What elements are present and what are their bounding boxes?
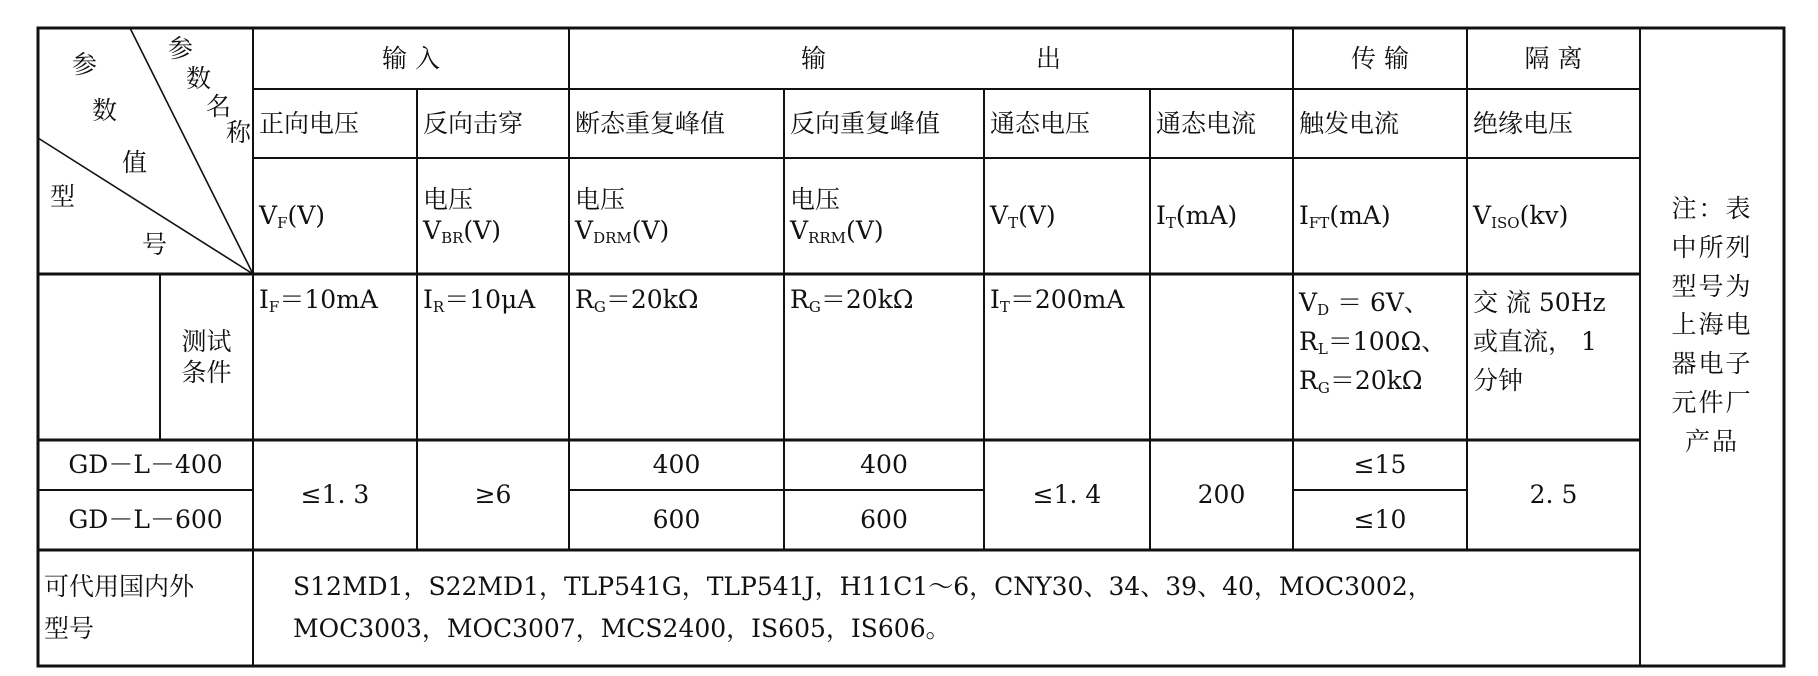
- note-column: [1640, 190, 1784, 550]
- test-viso-line3: 分钟: [1473, 365, 1524, 395]
- test-label-line1: 测试: [181, 326, 232, 356]
- group-output: [569, 28, 1293, 89]
- corner-model-1: 型: [50, 182, 76, 211]
- model-gd-l-600: GD－L－600: [68, 505, 223, 535]
- param-name-vt: 通态电压: [990, 108, 1091, 138]
- group-output-left: 输: [800, 43, 826, 73]
- test-viso: [1467, 274, 1640, 440]
- alternatives-label: [38, 550, 253, 666]
- test-vf: $I_F=10mA$: [259, 285, 378, 316]
- note-line3: 型号为: [1671, 271, 1753, 301]
- group-input: 输 入: [382, 43, 440, 73]
- param-name-ift: 触发电流: [1299, 108, 1400, 138]
- note-line7: 产品: [1684, 426, 1739, 456]
- test-viso-line1: 交 流 50Hz: [1473, 288, 1606, 317]
- group-transfer: 传 输: [1351, 43, 1409, 73]
- test-conditions-label: [160, 274, 253, 440]
- note-line1: 注：表: [1671, 194, 1753, 223]
- test-ift: $V_D = 6V$、 $R_L=100\Omega$、 $R_G=20k\Omega$: [1299, 288, 1447, 397]
- param-name-vf: 正向电压: [259, 108, 360, 138]
- value-ift-600: ≤10: [1353, 505, 1407, 535]
- value-vdrm-400: 400: [652, 450, 701, 480]
- symbol-vf: $V_F(V)$: [259, 200, 326, 232]
- corner-param-name-2: 数: [186, 64, 212, 93]
- test-viso-line2: 或直流， 1: [1473, 326, 1597, 356]
- value-vdrm-600: 600: [652, 505, 701, 535]
- corner-param-value-3: 值: [122, 148, 148, 177]
- symbol-ift: $I_{FT}(mA)$: [1299, 200, 1391, 232]
- test-vt: $I_T=200mA$: [990, 285, 1125, 316]
- value-vrrm-400: 400: [860, 450, 908, 480]
- corner-model-2: 号: [142, 230, 168, 259]
- value-vt: ≤1. 4: [1032, 480, 1102, 510]
- param-name-vbr: 反向击穿: [423, 108, 524, 138]
- model-gd-l-400: GD－L－400: [68, 450, 223, 480]
- symbol-vrrm: 电压 $V_{RRM}(V)$: [790, 185, 884, 248]
- corner-param-name-1: 参: [168, 34, 194, 63]
- symbol-it: $I_T(mA)$: [1156, 200, 1238, 232]
- corner-param-value-2: 数: [92, 96, 118, 125]
- value-vf: ≤1. 3: [300, 480, 370, 510]
- param-name2-vdrm: 电压: [575, 185, 626, 214]
- test-vdrm: $R_G=20k\Omega$: [575, 285, 699, 316]
- symbol-vbr: 电压 $V_{BR}(V)$: [423, 185, 501, 248]
- value-viso: 2. 5: [1529, 480, 1578, 510]
- value-vrrm-600: 600: [860, 505, 908, 535]
- param-name-it: 通态电流: [1156, 108, 1257, 138]
- note-line6: 元件厂: [1671, 387, 1753, 417]
- symbol-viso: $V_{ISO}(kv)$: [1473, 200, 1569, 232]
- group-isolation: 隔 离: [1524, 43, 1583, 73]
- alternatives-line2: MOC3003，MOC3007，MCS2400，IS605，IS606。: [293, 614, 951, 643]
- alternatives-models: [253, 550, 1674, 666]
- value-it: 200: [1197, 480, 1246, 510]
- param-name-vdrm: 断态重复峰值: [575, 108, 726, 138]
- group-output-right: 出: [1036, 43, 1062, 73]
- symbol-vdrm: 电压 $V_{DRM}(V)$: [575, 185, 670, 248]
- param-name-vrrm: 反向重复峰值: [790, 108, 941, 138]
- test-vbr: $I_R=10\mu A$: [423, 285, 536, 316]
- value-ift-400: ≤15: [1353, 450, 1407, 480]
- corner-param-name-4: 称: [226, 118, 252, 147]
- alternatives-line1: S12MD1，S22MD1，TLP541G，TLP541J，H11C1～6，CNY30、34、39、40，MOC3002，: [293, 571, 1433, 601]
- corner-param-value-1: 参: [72, 50, 98, 79]
- alternatives-label-line1: 可代用国内外: [44, 571, 195, 601]
- note-line5: 器电子: [1671, 349, 1753, 378]
- value-vbr: ≥6: [474, 480, 512, 510]
- alternatives-label-line2: 型号: [44, 614, 95, 643]
- param-name2-vrrm: 电压: [790, 185, 841, 214]
- note-line2: 中所列: [1671, 232, 1753, 262]
- param-name2-vbr: 电压: [423, 185, 474, 214]
- symbol-vt: $V_T(V)$: [990, 200, 1056, 232]
- test-vrrm: $R_G=20k\Omega$: [790, 285, 914, 316]
- corner-param-name-3: 名: [206, 92, 232, 121]
- note-line4: 上海电: [1671, 310, 1753, 340]
- test-label-line2: 条件: [181, 358, 232, 387]
- param-name-viso: 绝缘电压: [1473, 108, 1574, 138]
